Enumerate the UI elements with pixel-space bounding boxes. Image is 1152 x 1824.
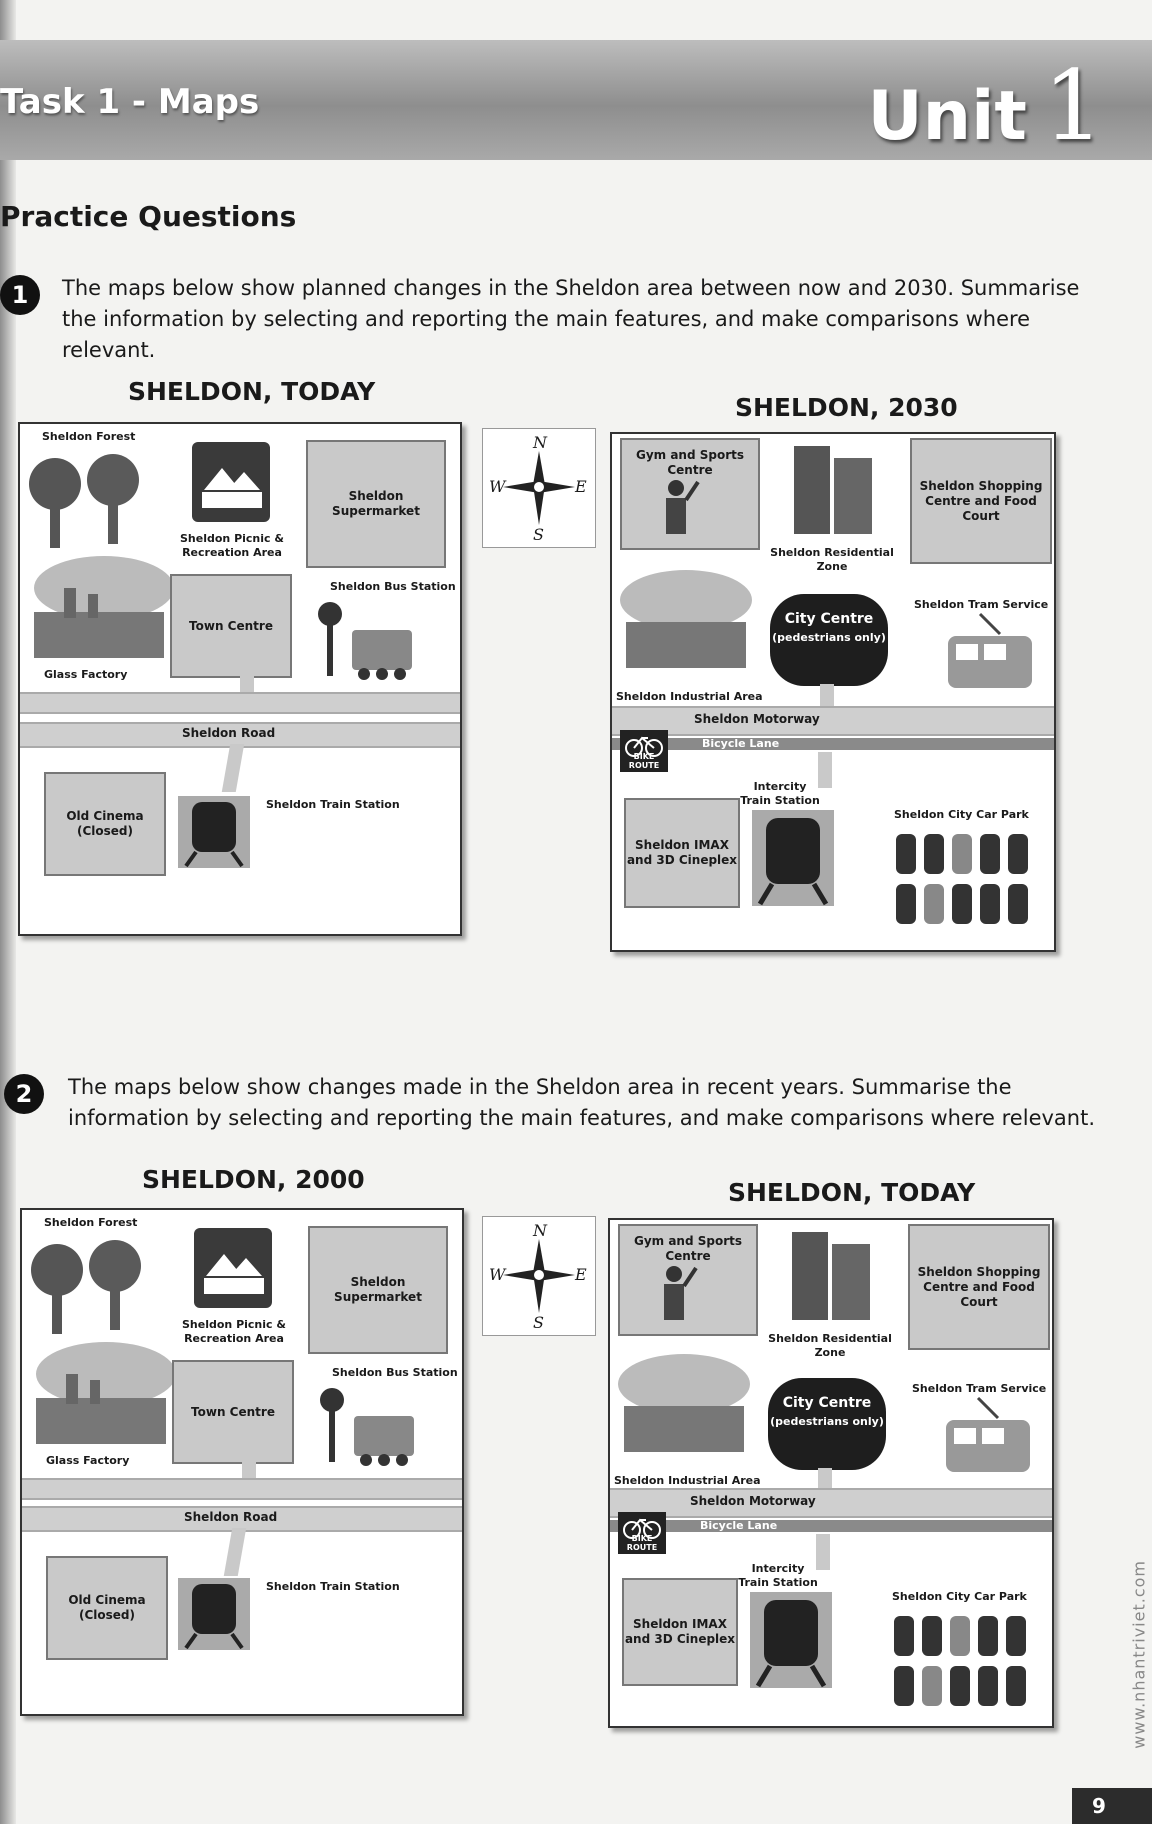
question-text: The maps below show planned changes in the Sheldon area between now and 2030. Summarise the information by selecting and reporting the main features, and make comparisons where relevant. [62, 276, 1080, 362]
question-number: 2 [4, 1074, 44, 1114]
gym-block: Gym and Sports Centre [618, 1224, 758, 1336]
task-label: Task 1 - Maps [0, 82, 260, 122]
supermarket-block: Sheldon Supermarket [306, 440, 446, 568]
city-centre-label: City Centre [784, 611, 874, 627]
map-sheldon-left [18, 422, 462, 936]
train-icon [752, 810, 834, 906]
compass-n: N [533, 433, 547, 452]
website-url: www.nhantriviet.com [1130, 1560, 1149, 1749]
road [22, 1478, 462, 1500]
tram-icon [938, 1394, 1034, 1486]
industrial-label: Sheldon Industrial Area [614, 1474, 761, 1487]
road-connector [816, 1534, 830, 1570]
road-connector [820, 684, 834, 708]
city-centre-sublabel: (pedestrians only) [770, 1415, 884, 1428]
compass-rose [482, 428, 596, 548]
road [20, 692, 460, 714]
city-centre-label: City Centre [782, 1395, 872, 1411]
page-edge-shadow [0, 0, 16, 1824]
sheldon-road-label: Sheldon Road [184, 1510, 278, 1524]
question-number: 1 [0, 275, 40, 315]
building-icon [792, 438, 874, 536]
motorway [612, 706, 1054, 736]
car-park-icon [894, 832, 1034, 928]
compass-rose [482, 1216, 596, 1336]
intercity-label: Intercity Train Station [738, 1562, 818, 1589]
forest-label: Sheldon Forest [44, 1216, 138, 1229]
car-park-icon [892, 1614, 1032, 1710]
industrial-label: Sheldon Industrial Area [616, 690, 763, 703]
tree-icon [28, 1238, 86, 1338]
bike-route-label: BIKE ROUTE [628, 752, 660, 770]
residential-label: Sheldon Residential Zone [770, 546, 894, 573]
map-title: SHELDON, 2030 [735, 393, 958, 422]
residential-label: Sheldon Residential Zone [768, 1332, 892, 1359]
compass-e: E [575, 477, 587, 496]
bike-route-icon [618, 1512, 666, 1554]
town-centre-block: Town Centre [172, 1360, 294, 1464]
tree-icon [26, 452, 84, 552]
picnic-label: Sheldon Picnic & Recreation Area [182, 1318, 286, 1345]
road-connector [818, 1468, 832, 1490]
unit-header [0, 40, 1152, 160]
gym-block: Gym and Sports Centre [620, 438, 760, 550]
supermarket-block: Sheldon Supermarket [308, 1226, 448, 1354]
bike-route-icon [620, 730, 668, 772]
bus-station-label: Sheldon Bus Station [332, 1366, 458, 1379]
compass-n: N [533, 1221, 547, 1240]
bicycle-lane-label: Bicycle Lane [702, 737, 780, 750]
tree-icon [84, 448, 142, 548]
tree-icon [86, 1234, 144, 1334]
road-connector [818, 752, 832, 788]
picnic-label: Sheldon Picnic & Recreation Area [180, 532, 284, 559]
tram-label: Sheldon Tram Service [912, 1382, 1047, 1395]
unit-number: 1 [1042, 50, 1104, 162]
factory-icon [614, 1350, 754, 1460]
sheldon-road-label: Sheldon Road [182, 726, 276, 740]
city-centre-block [768, 1378, 886, 1470]
train-station-label: Sheldon Train Station [266, 1580, 400, 1593]
car-park-label: Sheldon City Car Park [894, 808, 1029, 821]
bus-icon [316, 600, 416, 684]
picnic-icon [192, 442, 270, 522]
map-title: SHELDON, TODAY [728, 1178, 976, 1207]
tram-label: Sheldon Tram Service [914, 598, 1049, 611]
section-title: Practice Questions [0, 200, 297, 233]
bike-route-label: BIKE ROUTE [626, 1534, 658, 1552]
motorway-label: Sheldon Motorway [690, 1494, 816, 1508]
bus-icon [318, 1386, 418, 1470]
factory-icon [24, 552, 174, 662]
map-sheldon-right [608, 1218, 1054, 1728]
bicycle-lane [612, 738, 1054, 750]
map-title: SHELDON, 2000 [142, 1165, 365, 1194]
imax-block: Sheldon IMAX and 3D Cineplex [624, 798, 740, 908]
town-centre-block: Town Centre [170, 574, 292, 678]
page-number: 9 [1072, 1788, 1152, 1824]
compass-s: S [533, 1313, 544, 1332]
compass-s: S [533, 525, 544, 544]
shopping-block: Sheldon Shopping Centre and Food Court [908, 1224, 1050, 1350]
picnic-icon [194, 1228, 272, 1308]
road-connector [242, 1458, 256, 1480]
imax-block: Sheldon IMAX and 3D Cineplex [622, 1578, 738, 1686]
unit-word: Unit [867, 77, 1027, 156]
compass-w: W [489, 1265, 506, 1284]
athlete-icon [650, 1262, 702, 1322]
bicycle-lane-label: Bicycle Lane [700, 1519, 778, 1532]
factory-icon [616, 566, 756, 676]
motorway-label: Sheldon Motorway [694, 712, 820, 726]
car-park-label: Sheldon City Car Park [892, 1590, 1027, 1603]
motorway [610, 1488, 1052, 1518]
compass-w: W [489, 477, 506, 496]
unit-label [867, 50, 1104, 162]
glass-factory-label: Glass Factory [46, 1454, 130, 1467]
cinema-block: Old Cinema (Closed) [46, 1556, 168, 1660]
train-icon [178, 796, 250, 868]
tram-icon [940, 610, 1036, 702]
map-sheldon-right [610, 432, 1056, 952]
athlete-icon [652, 476, 704, 536]
question-text: The maps below show changes made in the Sheldon area in recent years. Summarise the information by selecting and reporting the main features, and make comparisons where relevant. [68, 1075, 1096, 1130]
map-sheldon-left [20, 1208, 464, 1716]
compass-e: E [575, 1265, 587, 1284]
intercity-label: Intercity Train Station [740, 780, 820, 807]
city-centre-block [770, 594, 888, 686]
train-station-label: Sheldon Train Station [266, 798, 400, 811]
glass-factory-label: Glass Factory [44, 668, 128, 681]
cinema-block: Old Cinema (Closed) [44, 772, 166, 876]
factory-icon [26, 1338, 176, 1448]
map-title: SHELDON, TODAY [128, 377, 376, 406]
train-icon [750, 1592, 832, 1688]
train-icon [178, 1578, 250, 1650]
city-centre-sublabel: (pedestrians only) [772, 631, 886, 644]
bicycle-lane [610, 1520, 1052, 1532]
road-connector [224, 1528, 246, 1576]
road-connector [222, 744, 244, 792]
building-icon [790, 1224, 872, 1322]
road-connector [240, 672, 254, 694]
forest-label: Sheldon Forest [42, 430, 136, 443]
shopping-block: Sheldon Shopping Centre and Food Court [910, 438, 1052, 564]
bus-station-label: Sheldon Bus Station [330, 580, 456, 593]
